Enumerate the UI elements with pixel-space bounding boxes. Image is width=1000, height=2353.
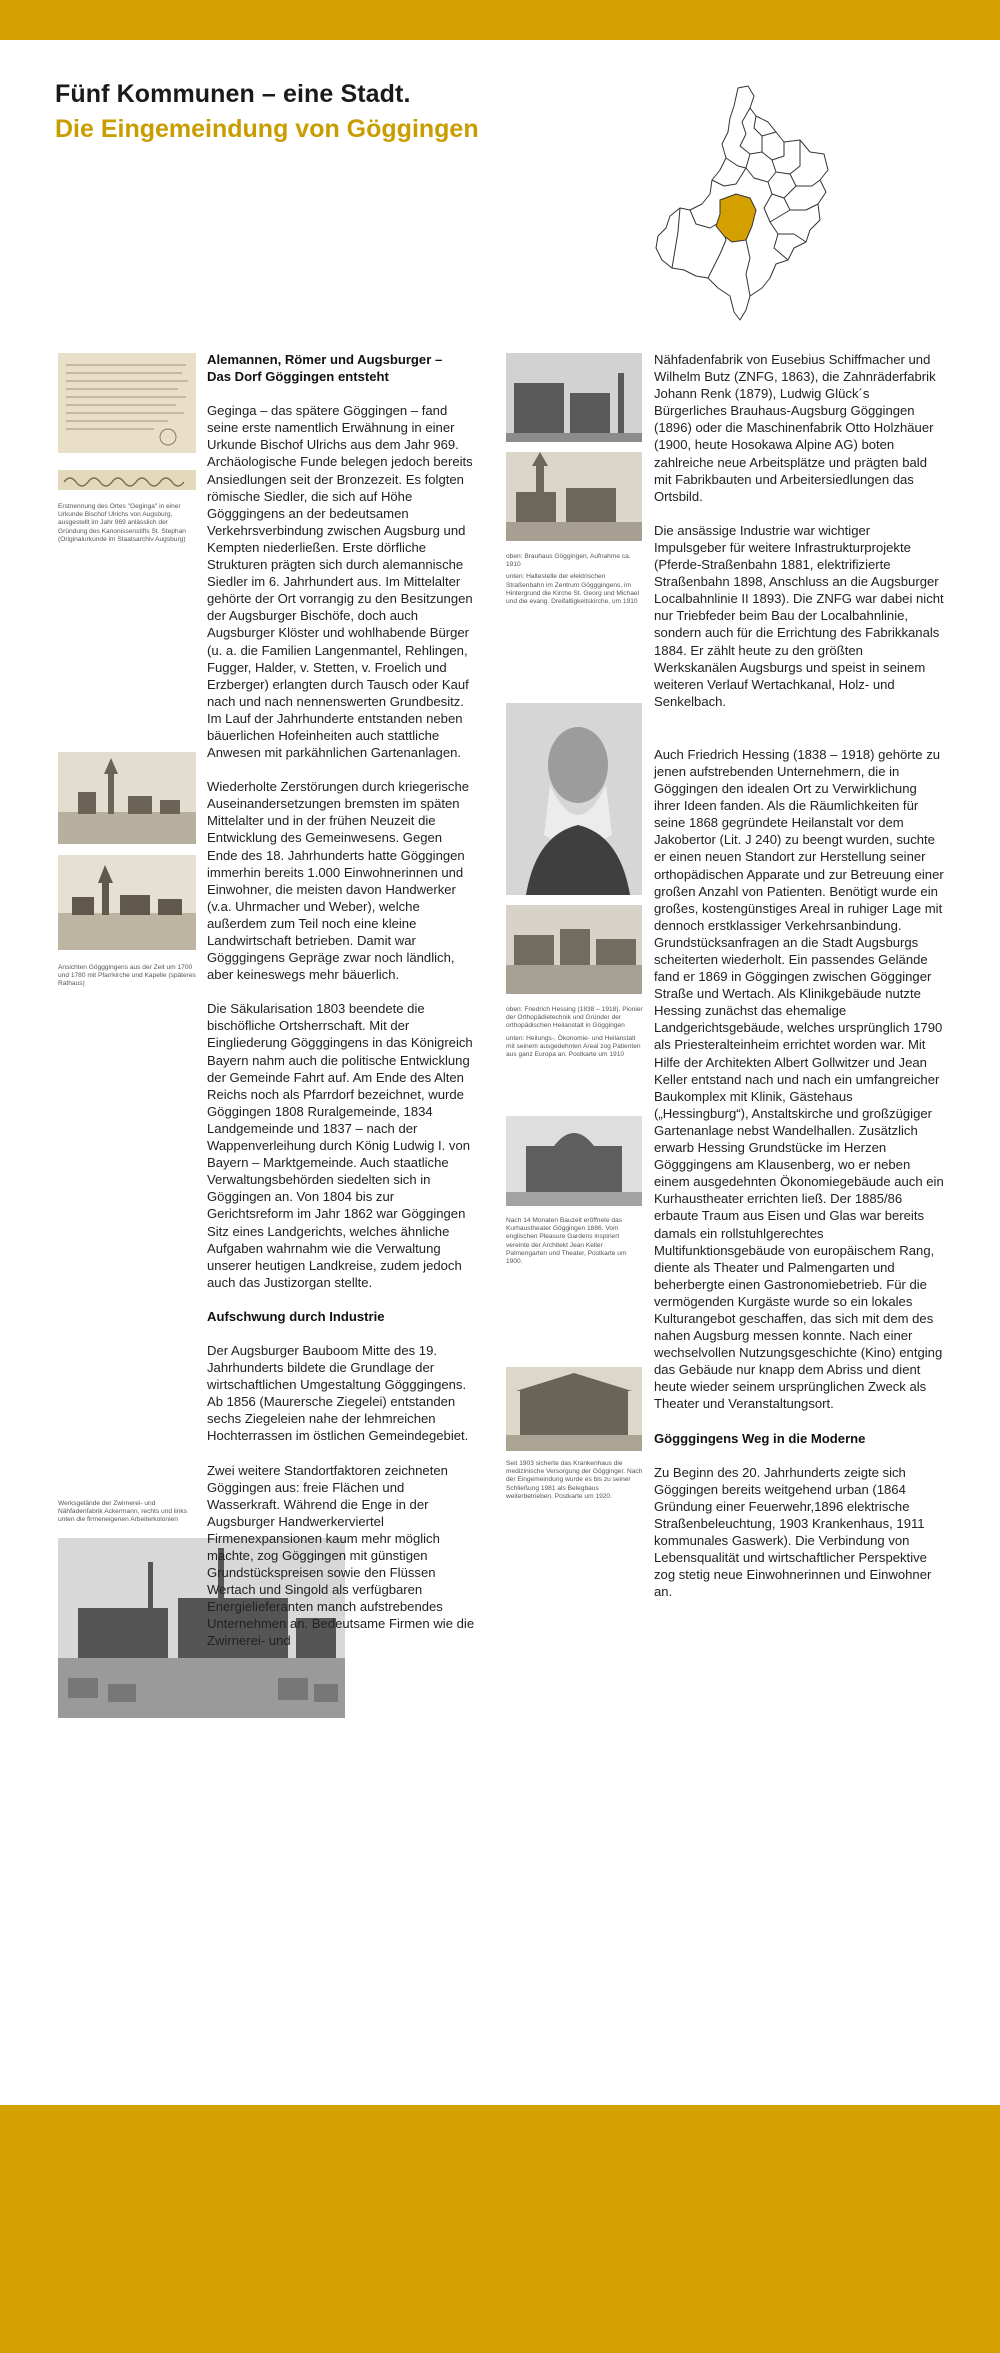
- kurhaus-image: [506, 1116, 642, 1206]
- village-engraving-2: [58, 855, 196, 950]
- paragraph: Zwei weitere Standortfaktoren zeichneten Göggingen aus: freie Flächen und Wasserkraft. Während die Enge in der Augsburger Handwerkerviertel Firmenexpansionen kaum mehr möglich machte, zog Göggingen mit günstigen Grundstückspreisen sowie den Flüssen Wertach und Singold als verfügbaren Energielieferanten manch aufstrebendes Unternehmen an. Bedeutsame Firmen wie die Zwirnerei- und: [207, 1462, 475, 1649]
- bottom-accent-band: [0, 2105, 1000, 2353]
- text-column-b: [654, 351, 944, 1617]
- caption-kurhaus: Nach 14 Monaten Bauzeit eröffnete das Kurhaustheater Göggingen 1886. Vom englischen Pleasure Gardens inspiriert vereinte der Architekt Jean Keller Palmengarten und Theater, Postkarte um 1900.: [506, 1217, 627, 1266]
- document-image: [58, 353, 196, 453]
- paragraph: Auch Friedrich Hessing (1838 – 1918) gehörte zu jenen aufstrebenden Unternehmern, die in Göggingen den idealen Ort zu Verwirklichung ihrer Ideen fanden. Als die Räumlichkeiten für seine 1868 gegründete Heilanstalt vor dem Jakobertor (Lit. J 240) zu beengt wurden, suchte er einen neuen Standort zur Herstellung seiner orthopädischen Apparate und zur Betreuung einer großen Anzahl von Patienten. Benötigt wurde ein großes, kostengünstiges Areal in ruhiger Lage mit dennoch erstklassiger Verkehrsanbindung. Grundstücksanfragen an die Stadt Augsburgs scheiterten wiederholt. Ein passendes Gelände fand er 1869 in Göggingen zwischen Gögginger Straße und Wertach. Als Klinikgebäude nutzte Hessing zunächst das ehemalige Landgerichtsgebäude, welches ursprünglich 1790 als Priesteralteinheim errichtet worden war. Mit Hilfe der Architekten Albert Gollwitzer und Jean Keller entstand nach und nach ein umfangreicher Baukomplex mit Klinik, Gästehaus („Hessingburg“), Anstaltskirche und großzügiger Gartenanlage nebst Wandelhallen. Zusätzlich erwarb Hessing Grundstücke im Herzen Gögggingens am Klausenberg, wo er neben einem ausgedehnten Ökonomiegebäude auch ein Kurhaustheater errichten ließ. Der 1885/86 erbaute Traum aus Eisen und Glas war bereits damals ein rollstuhlgerechtes Multifunktionsgebäude von europäischem Rang, diente als Theater und Palmengarten und beherbergte einen Gastronomiebetrieb. Für die vermögenden Kurgäste wurde so ein lokales Kulturangebot geschaffen, das sich mit dem des nahen Augsburg messen konnte. Nach einer wechselvollen Nutzungsgeschichte (Kino) entging das Gebäude nur knapp dem Abriss und dient heute wieder seinem ursprünglichen Zweck als Theater und Veranstaltungsort.: [654, 746, 944, 1412]
- hospital-image: [506, 1367, 642, 1451]
- section-heading-origins-2: Das Dorf Göggingen entsteht: [207, 369, 389, 385]
- village-engraving-1: [58, 752, 196, 844]
- paragraph: Zu Beginn des 20. Jahrhunderts zeigte sich Göggingen bereits weitgehend urban (1864 Gründung einer Feuerwehr,1896 elektrische Straßenbeleuchtung, 1903 Krankenhaus, 1911 kommunales Gaswerk). Die Verbindung von Lebensqualität und wirtschaftlicher Perspektive zog stetig neue Einwohnerinnen und Einwohner an.: [654, 1464, 932, 1600]
- caption-document: Erstnennung des Ortes "Geginga" in einer Urkunde Bischof Ulrichs von Augsburg, ausgestellt im Jahr 969 anlässlich der Gründung des Kanonissenstifts St. Stephan (Originalurkunde im Staatsarchiv Augsburg): [58, 503, 186, 543]
- text-column-a: [207, 351, 475, 1667]
- hessing-portrait: [506, 703, 642, 895]
- goeggingen-highlight: [716, 194, 756, 242]
- caption-factory: Werksgelände der Zwirnerei- und Nähfadenfabrik Ackermann, rechts und links unten die firmeneigenen Arbeiterkolonien: [58, 1500, 188, 1524]
- section-heading-industry: Aufschwung durch Industrie: [207, 1308, 385, 1324]
- paragraph: Die ansässige Industrie war wichtiger Impulsgeber für weitere Infrastrukturprojekte (Pferde-Straßenbahn 1881, elektrifizierte Straßenbahn 1898, Anschluss an die Augsburger Localbahnlinie II 1893). Die ZNFG war dabei nicht nur Triebfeder beim Bau der Localbahnlinie, sondern auch für die Errichtung des Fabrikkanals 1884. Er zählt heute zu den größten Werkskanälen Augsburgs und speist in seinem weiteren Verlauf Wertachkanal, Holz- und Senkelbach.: [654, 522, 944, 709]
- top-accent-band: [0, 0, 1000, 40]
- caption-brewery-tram: oben: Brauhaus Göggingen, Aufnahme ca. 1910 unten: Haltestelle der elektrischen Straßenbahn im Zentrum Gögggingens, im Hintergrund die Kirche St. Georg und Michael und die evang. Dreifaltigkeitskirche, um 1910: [506, 553, 640, 606]
- section-heading-modern: Gögggingens Weg in die Moderne: [654, 1430, 866, 1446]
- page-title: Fünf Kommunen – eine Stadt.: [55, 80, 411, 108]
- tram-stop-image: [506, 452, 642, 541]
- caption-hessing: oben: Friedrich Hessing (1838 – 1918). Pionier der Orthopädietechnik und Gründer der orthopädischen Heilanstalt in Göggingen unten: Heilungs-, Ökonomie- und Heilanstalt mit seinem ausgedehnten Areal zog Patienten aus ganz Europa an. Postkarte um 1910: [506, 1006, 643, 1059]
- page-subtitle: Die Eingemeindung von Göggingen: [55, 115, 479, 143]
- paragraph: Nähfadenfabrik von Eusebius Schiffmacher und Wilhelm Butz (ZNFG, 1863), die Zahnräderfabrik Johann Renk (1879), Ludwig Glück´s Bürgerliches Brauhaus-Augsburg Göggingen (1896) oder die Maschinenfabrik Otto Holzhäuer (1900, heute Hosokawa Alpine AG) boten zahlreiche neue Arbeitsplätze und prägten bald mit Fabrikbauten und Arbeitersiedlungen das Ortsbild.: [654, 352, 936, 504]
- paragraph: Wiederholte Zerstörungen durch kriegerische Auseinandersetzungen bremsten im späten Mittelalter und in der frühen Neuzeit die Entwicklung des Gemeinwesens. Gegen Ende des 18. Jahrhunderts hatte Göggingen immerhin bereits 1.000 Einwohnerinnen und Einwohner, die meisten davon Handwerker (v.a. Uhrmacher und Weber), welche außerdem zum Teil noch eine kleine Landwirtschaft betrieben. Damit war Gögggingens Gepräge zwar noch ländlich, aber keineswegs mehr bäuerlich.: [207, 779, 470, 983]
- clinic-area-image: [506, 905, 642, 994]
- paragraph: Die Säkularisation 1803 beendete die bischöfliche Ortsherrschaft. Mit der Eingliederung Gögggingens in das Königreich Bayern nahm auch die politische Entwicklung der Gemeinde Fahrt auf. Am Ende des Alten Reichs noch als Pfarrdorf bezeichnet, wurde Göggingen 1808 Ruralgemeinde, 1834 Landgemeinde und 1837 – nach der Wappenverleihung durch König Ludwig I. von Bayern – Marktgemeinde. Auch staatliche Verwaltungsbehörden siedelten sich in Göggingen an. Von 1804 bis zur Gerichtsreform im Jahr 1862 war Göggingen Sitz eines Landgerichts, welches ähnliche Aufgaben wahrnahm wie die Verwaltung unserer heutigen Landkreise, zudem jedoch auch das Justizorgan stellte.: [207, 1001, 473, 1290]
- caption-village-views: Ansichten Gögggingens aus der Zeit um 1700 und 1780 mit Pfarrkirche und Kapelle (späteres Rathaus): [58, 964, 196, 988]
- document-detail-image: [58, 470, 196, 490]
- caption-hospital: Seit 1903 sicherte das Krankenhaus die medizinische Versorgung der Gögginger. Nach der Eingemeindung wurde es bis zu seiner Schließung 1981 als Belegbaus weiterbetrieben. Postkarte um 1920.: [506, 1460, 643, 1500]
- district-map-icon: [650, 82, 850, 327]
- brewery-image: [506, 353, 642, 442]
- paragraph: Geginga – das spätere Göggingen – fand seine erste namentlich Erwähnung in einer Urkunde Bischof Ulrichs aus dem Jahr 969. Archäologische Funde belegen jedoch bereits Ansiedlungen seit der Bronzezeit. Es folgten römische Siedler, die sich auf Höhe Gögggingens an der bedeutsamen Verkehrsverbindung zwischen Augsburg und Kempten niederließen. Erste dörfliche Strukturen prägten sich durch alemannische Siedler im 6. Jahrhundert aus. Im Mittelalter gehörte der Ort vorrangig zu den Besitzungen der Augsburger Bischöfe, doch auch Augsburger Klöster und wohlhabende Bürger (u. a. die Familien Langenmantel, Rehlingen, Fugger, Halder, v. Stetten, v. Froelich und Erzberger) erlangten durch Tausch oder Kauf nach und nach nennenswerten Grundbesitz. Im Lauf der Jahrhunderte entstanden neben bäuerlichen Hofeinheiten auch stattliche Anwesen mit parkähnlichen Gartenanlagen.: [207, 403, 473, 761]
- paragraph: Der Augsburger Bauboom Mitte des 19. Jahrhunderts bildete die Grundlage der wirtschaftlichen Umgestaltung Gögggingens. Ab 1856 (Maurersche Ziegelei) entstanden sechs Ziegeleien nahe der lehmreichen Hochterrassen im östlichen Gemeindegebiet.: [207, 1342, 469, 1444]
- section-heading-origins-1: Alemannen, Römer und Augsburger –: [207, 352, 443, 367]
